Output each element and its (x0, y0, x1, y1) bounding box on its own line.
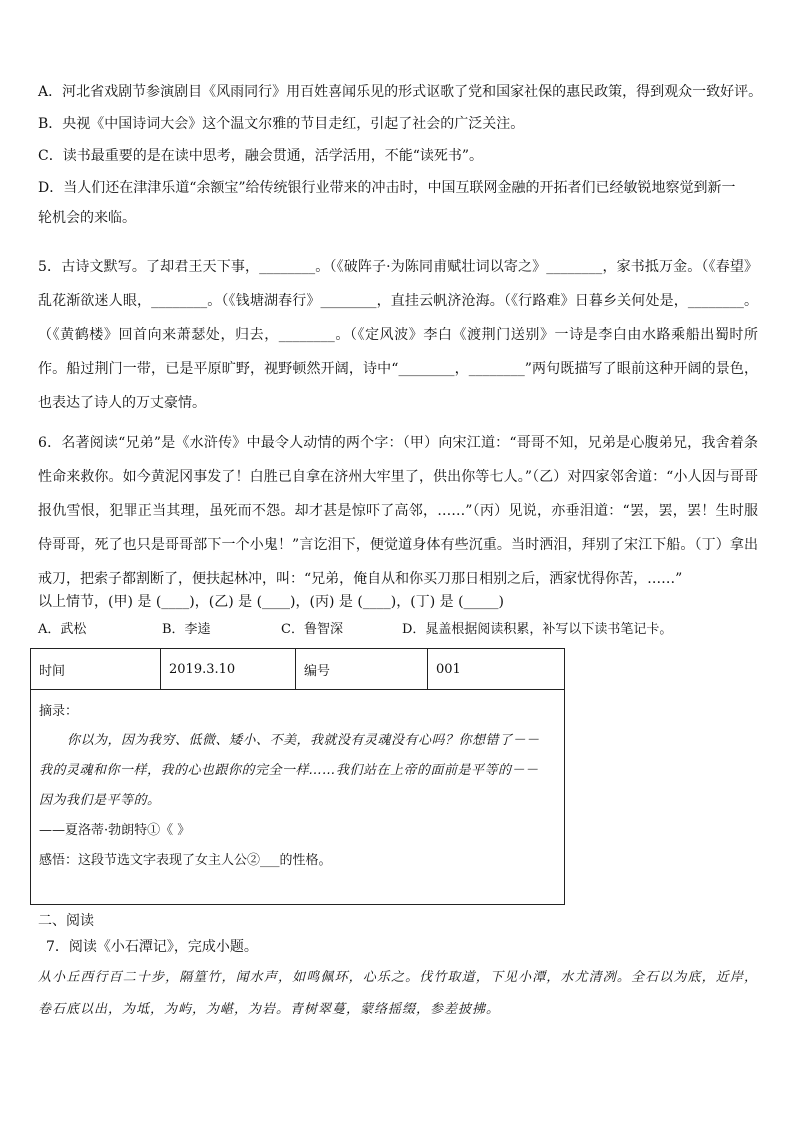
section-heading: 二、阅读 (38, 913, 94, 929)
card-excerpt-line2: 我的灵魂和你一样，我的心也跟你的完全一样……我们站在上帝的面前是平等的－－ (39, 763, 539, 778)
q4-option-c: C．读书最重要的是在读中思考，融会贯通，活学活用，不能“读死书”。 (38, 148, 484, 164)
card-excerpt-line3: 因为我们是平等的。 (39, 793, 161, 808)
q6-option-a: A．武松 (38, 622, 87, 637)
q6-masterpiece-reading: 6．名著阅读“兄弟”是《水浒传》中最令人动情的两个字：（甲）向宋江道：“哥哥不知，兄弟是心腹弟兄，我舍着条性命来救你。如今黄泥冈事发了！白胜已自拿在济州大牢里了，供出你等七人。”（乙）对四家邻舍道：“小人因与哥哥报仇雪恨，犯罪正当其理，虽死而不怨。却才甚是惊吓了高邻，……”（丙）见说，亦垂泪道：“罢，罢，罢！生时服侍哥哥，死了也只是哥哥部下一个小鬼！”言讫泪下，便觉道身体有些沉重。当时洒泪，拜别了宋江下船。（丁）拿出戒刀，把索子都割断了，便扶起林冲，叫：“兄弟，俺自从和你买刀那日相别之后，洒家忧得你苦，……” (38, 435, 758, 587)
q6-option-b: B．李逵 (162, 622, 211, 637)
card-excerpt-label: 摘录： (39, 704, 79, 719)
q5-poetry-dictation: 5．古诗文默写。了却君王天下事，________。（《破阵子·为陈同甫赋壮词以寄之》________，家书抵万金。（《春望》乱花渐欲迷人眼，________。（《钱塘湖春行》________，直挂云帆济沧海。（《行路难》日暮乡关何处是，________。（《黄鹤楼》回首向来萧瑟处，归去，________。（《定风波》李白《渡荆门送别》一诗是李白由水路乘船出蜀时所作。船过荆门一带，已是平原旷野，视野顿然开阔，诗中“________，________”两句既描写了眼前这种开阔的景色，也表达了诗人的万丈豪情。 (38, 259, 758, 411)
q4-option-b: B．央视《中国诗词大会》这个温文尔雅的节目走红，引起了社会的广泛关注。 (38, 116, 525, 132)
card-source: ——夏洛蒂·勃朗特①《 》 (39, 823, 191, 838)
card-number-value: 001 (428, 649, 565, 690)
card-time-value: 2019.3.10 (161, 649, 296, 690)
q6-blank-line: 以上情节，(甲) 是 (____)，(乙) 是 (____)，(丙) 是 (____)，(丁) 是 (_____) (38, 594, 504, 610)
card-time-label: 时间 (31, 649, 161, 690)
q4-option-d-line2: 轮机会的来临。 (38, 210, 136, 226)
q7-prompt: 7．阅读《小石潭记》，完成小题。 (46, 939, 258, 955)
card-body (31, 690, 565, 905)
card-number-label: 编号 (296, 649, 428, 690)
q4-option-a: A．河北省戏剧节参演剧目《风雨同行》用百姓喜闻乐见的形式讴歌了党和国家社保的惠民政策，得到观众一致好评。 (38, 84, 763, 100)
q6-option-d: D．晁盖根据阅读积累，补写以下读书笔记卡。 (402, 622, 673, 637)
card-excerpt-line1: 你以为，因为我穷、低微、矮小、不美，我就没有灵魂没有心吗？你想错了－－ (67, 733, 540, 748)
xiaoshitanji-excerpt: 从小丘西行百二十步，隔篁竹，闻水声，如鸣佩环，心乐之。伐竹取道，下见小潭，水尤清冽。全石以为底，近岸，卷石底以出，为坻，为屿，为嵁，为岩。青树翠蔓，蒙络摇缀，参差披拂。 (38, 970, 758, 1017)
card-reflection: 感悟：这段节选文字表现了女主人公②___的性格。 (39, 853, 332, 868)
q4-option-d-line1: D．当人们还在津津乐道“余额宝”给传统银行业带来的冲击时，中国互联网金融的开拓者们已经敏锐地察觉到新一 (38, 180, 736, 196)
reading-note-card (30, 648, 565, 905)
q6-option-c: C．鲁智深 (281, 622, 343, 637)
q6-options (38, 620, 672, 640)
